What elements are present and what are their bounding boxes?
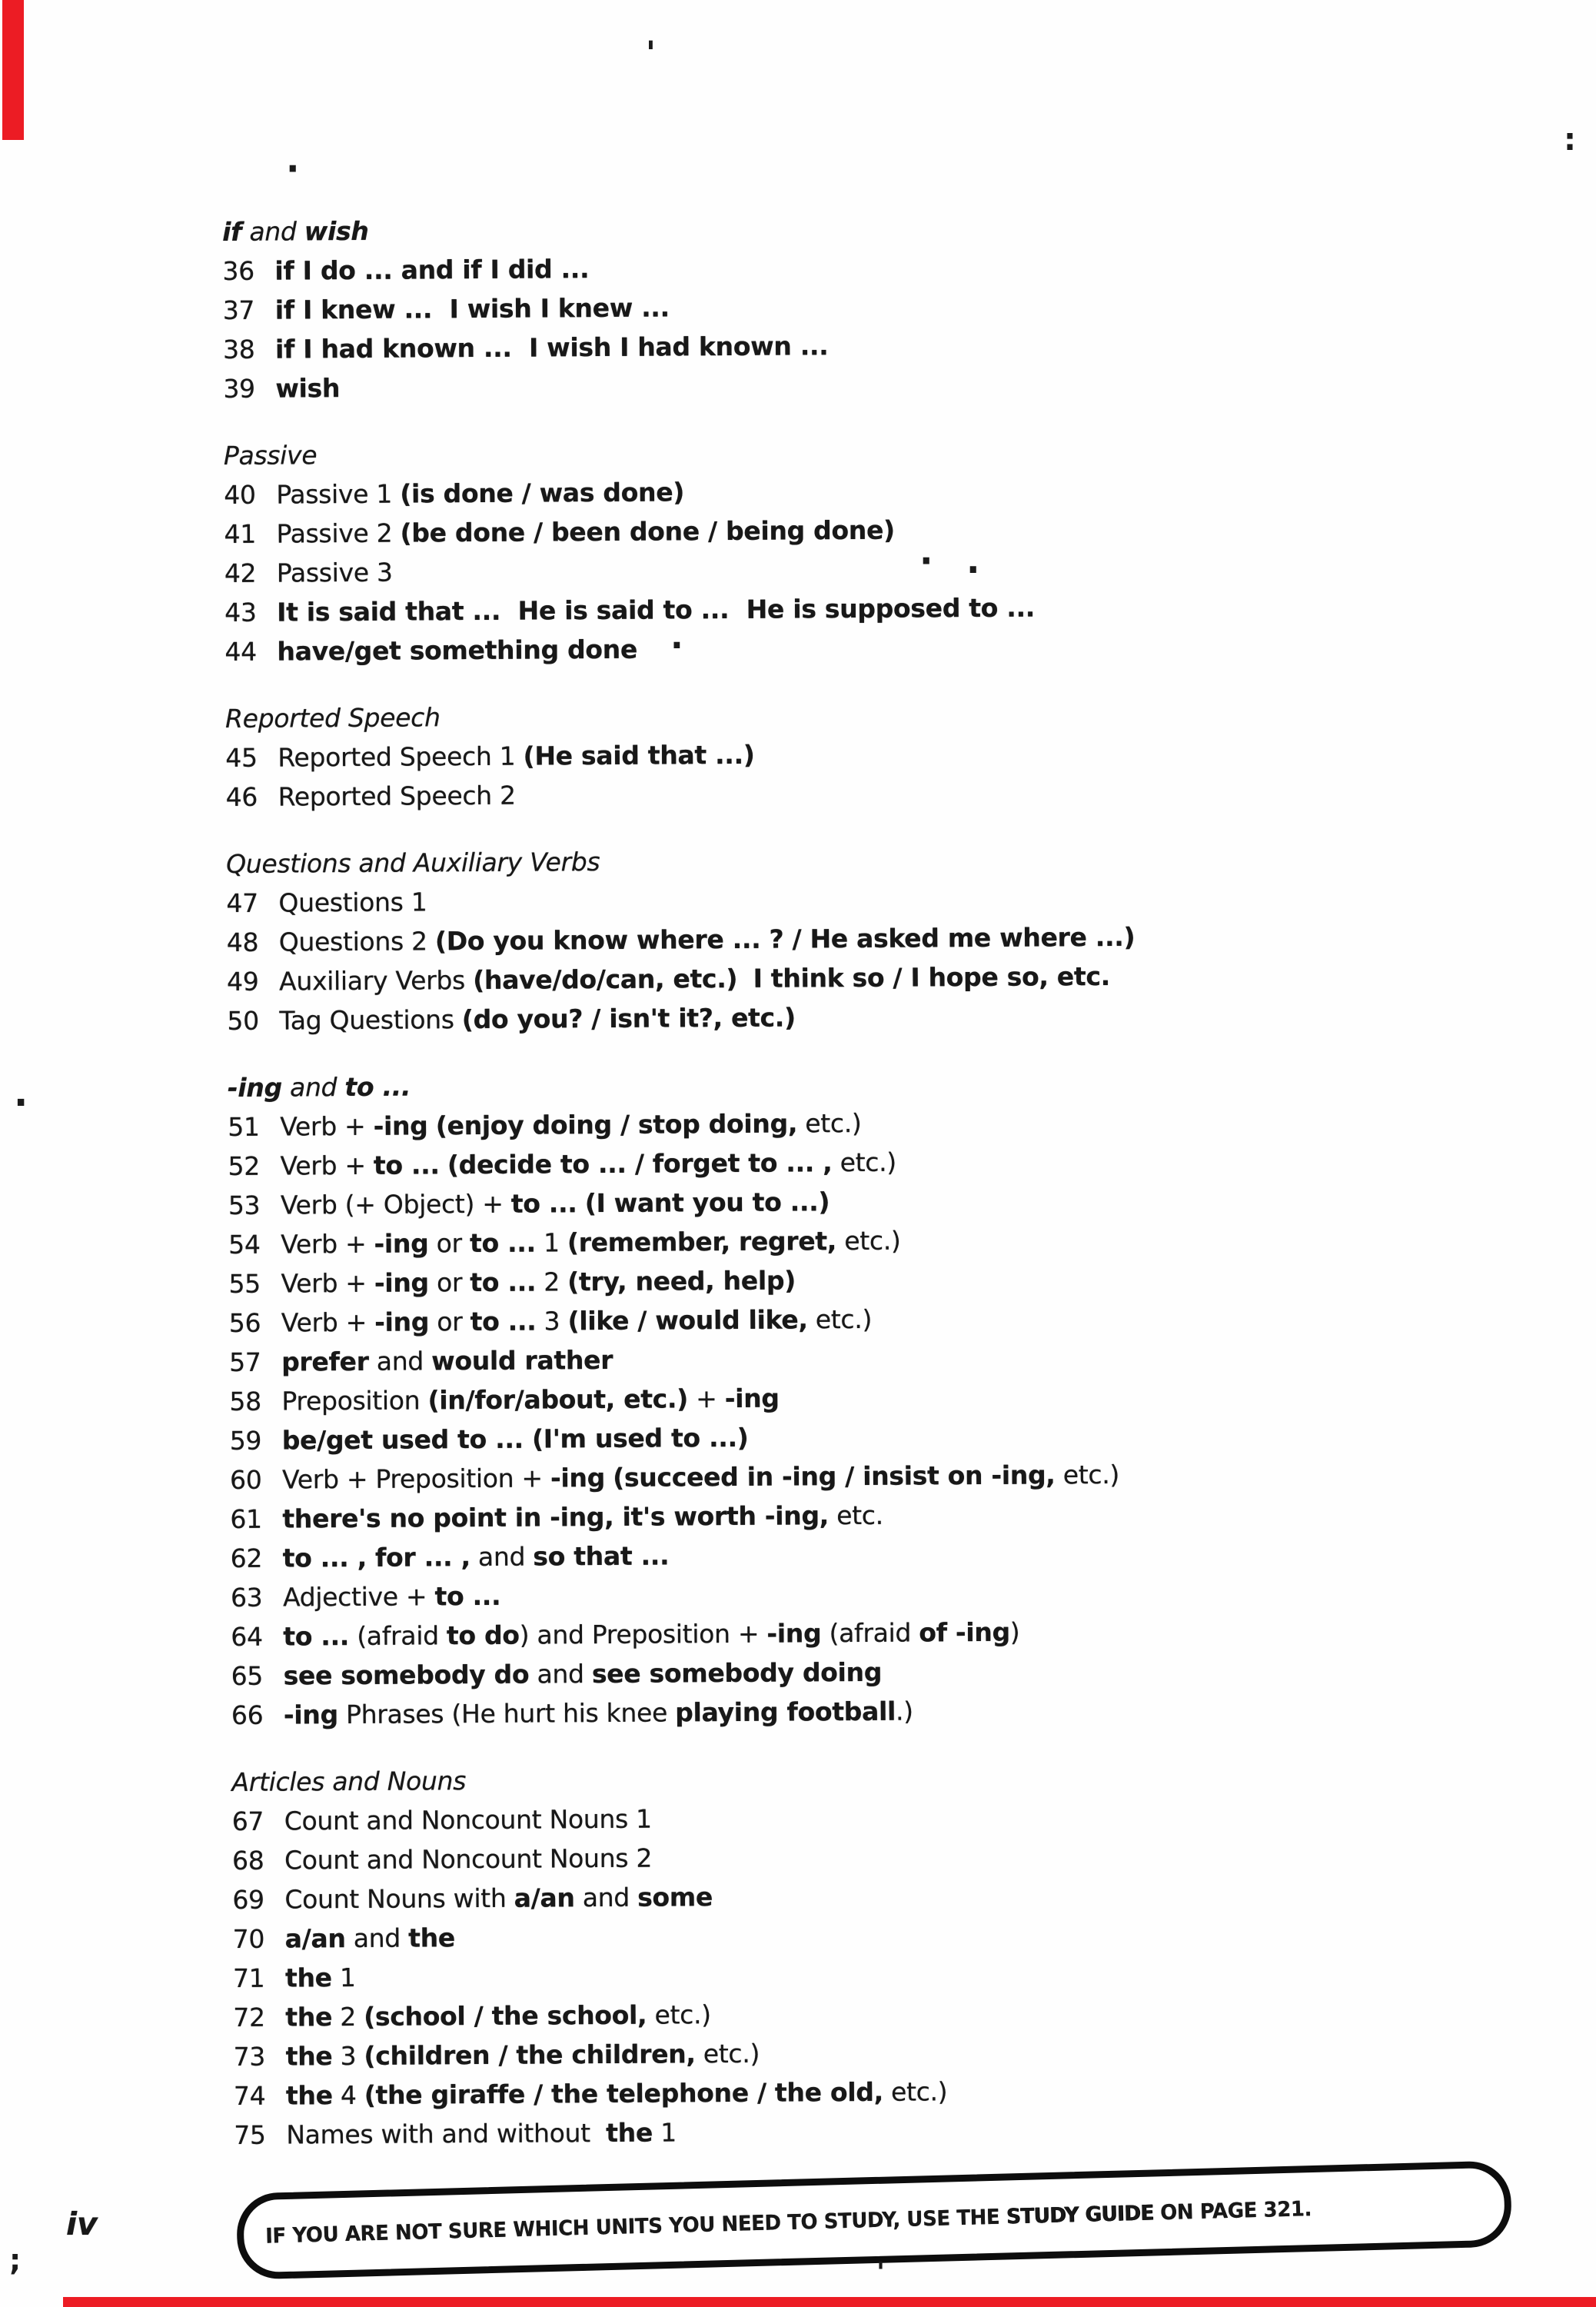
section-title: Articles and Nouns [231,1766,467,1797]
scan-speck: : [1564,122,1576,158]
unit-title: Names with and without the 1 [286,2117,677,2150]
unit-title: Verb (+ Object) + to ... (I want you to ...) [280,1187,830,1220]
section-title: -ing and to ... [227,1071,411,1103]
unit-number: 50 [227,1005,259,1036]
toc-item [232,1873,1385,1919]
unit-number: 64 [231,1621,263,1652]
toc-item [223,284,1376,330]
unit-number: 45 [225,742,258,773]
toc-item [234,2069,1387,2116]
unit-number: 68 [231,1845,264,1876]
toc-item [224,586,1378,632]
unit-number: 52 [228,1150,261,1181]
scan-speck: . [14,1072,28,1115]
unit-number: 75 [234,2119,266,2150]
section-title: Passive [223,440,318,471]
toc-item [225,771,1378,817]
toc-item [226,877,1379,923]
unit-number: 48 [226,927,259,957]
toc-item [223,362,1376,408]
toc-section [228,1061,1385,1735]
section-items [224,468,1378,671]
toc-item [230,1453,1383,1500]
toc-item [229,1336,1382,1382]
unit-title: prefer and would rather [281,1344,613,1377]
toc-item [232,1834,1385,1880]
toc-section [225,692,1379,817]
unit-title: Questions 1 [278,887,427,918]
toc-item [228,1257,1382,1303]
unit-number: 41 [224,518,257,549]
unit-title: Verb + -ing or to ... 2 (try, need, help) [281,1265,796,1299]
unit-title: the 3 (children / the children, etc.) [285,2038,760,2072]
unit-title: be/get used to ... (I'm used to ...) [281,1422,749,1456]
section-title: Reported Speech [224,702,441,734]
scan-speck: ' [876,2257,886,2289]
toc-item [228,1218,1382,1264]
unit-title: Passive 2 (be done / been done / being done) [276,514,895,549]
toc-item [227,955,1380,1001]
unit-title: Count Nouns with a/an and some [284,1882,713,1915]
toc-section [222,205,1377,408]
unit-title: if I had known ... I wish I had known ... [274,331,829,365]
toc-item [233,1913,1386,1959]
unit-title: Count and Noncount Nouns 1 [284,1803,652,1836]
unit-number: 71 [232,1962,265,1993]
unit-title: Passive 3 [276,557,393,588]
unit-number: 57 [229,1347,261,1377]
toc-item [229,1297,1382,1343]
unit-number: 59 [229,1425,262,1456]
unit-title: see somebody do and see somebody doing [283,1656,883,1691]
unit-title: the 2 (school / the school, etc.) [285,1999,711,2032]
toc-item [230,1414,1383,1460]
unit-number: 69 [232,1884,264,1915]
unit-title: -ing Phrases (He hurt his knee playing football.) [283,1696,913,1730]
unit-number: 53 [228,1190,261,1220]
unit-number: 40 [224,479,256,510]
toc-item [230,1493,1383,1539]
scan-red-edge-bottom [63,2297,1596,2307]
scan-speck: · [286,148,300,189]
unit-number: 65 [231,1660,264,1691]
unit-number: 56 [228,1307,261,1338]
unit-number: 43 [224,597,257,628]
toc-item [224,508,1377,554]
toc-item [225,731,1378,777]
unit-title: the 4 (the giraffe / the telephone / the old, etc.) [285,2076,948,2111]
section-title: if and wish [222,215,369,247]
unit-number: 74 [233,2080,266,2111]
unit-number: 36 [222,255,254,286]
unit-title: Preposition (in/for/about, etc.) + -ing [281,1383,780,1416]
toc-item [231,1610,1384,1656]
section-items [222,245,1376,408]
toc-section [224,429,1378,671]
unit-title: Passive 1 (is done / was done) [276,477,685,510]
unit-number: 67 [231,1806,264,1836]
unit-number: 46 [225,781,258,812]
unit-number: 73 [233,2041,266,2072]
toc-item [223,323,1376,369]
toc-item [233,1952,1386,1998]
unit-title: Verb + -ing or to ... 1 (remember, regret, etc.) [281,1225,901,1260]
unit-title: there's no point in -ing, it's worth -ing, etc. [282,1500,883,1534]
toc-item [222,245,1375,291]
toc-item [233,1991,1386,2037]
unit-number: 60 [229,1464,262,1495]
unit-title: the 1 [284,1962,356,1993]
unit-number: 49 [226,966,259,997]
toc-item [224,468,1377,514]
unit-number: 42 [224,558,257,588]
section-title: Questions and Auxiliary Verbs [226,847,600,879]
unit-title: Questions 2 (Do you know where ... ? / He asked me where ...) [278,921,1135,957]
unit-number: 58 [229,1386,261,1416]
unit-number: 51 [228,1111,260,1142]
unit-title: Verb + -ing (enjoy doing / stop doing, etc.) [280,1107,862,1142]
scan-speck: ; [9,2243,22,2277]
unit-number: 61 [230,1503,262,1534]
toc-item [229,1375,1382,1421]
unit-number: 63 [230,1582,263,1613]
unit-title: Verb + Preposition + -ing (succeed in -ing / insist on -ing, etc.) [281,1459,1120,1495]
toc-item [227,994,1380,1040]
study-guide-note: IF YOU ARE NOT SURE WHICH UNITS YOU NEED TO STUDY, USE THE STUDY GUIDE ON PAGE 321. [264,2196,1312,2249]
scan-speck: · [670,626,683,665]
unit-title: if I knew ... I wish I knew ... [274,292,670,325]
toc-item [231,1650,1384,1696]
unit-number: 39 [223,373,255,404]
unit-title: Reported Speech 2 [278,780,516,812]
toc-item [231,1532,1384,1578]
unit-number: 44 [224,636,258,667]
unit-title: to ... , for ... , and so that ... [282,1540,670,1573]
unit-title: if I do ... and if I did ... [274,254,590,286]
toc-section [231,1756,1387,2155]
toc-item [228,1100,1381,1147]
scan-red-edge-left [2,0,24,140]
toc-item [224,547,1378,593]
unit-number: 72 [233,2002,265,2032]
page-number: iv [66,2205,98,2242]
unit-title: have/get something done [277,634,638,667]
unit-number: 54 [228,1229,261,1260]
unit-title: to ... (afraid to do) and Preposition + -ing (afraid of -ing) [283,1616,1020,1652]
unit-number: 70 [232,1923,265,1954]
unit-title: wish [275,373,341,404]
toc-item [232,1795,1385,1841]
toc-item [228,1179,1382,1225]
unit-title: It is said that ... He is said to ... He is supposed to ... [277,592,1036,628]
unit-title: Reported Speech 1 (He said that ...) [278,739,755,773]
toc-section [226,837,1381,1040]
unit-number: 37 [222,295,255,325]
unit-title: a/an and the [284,1922,456,1954]
unit-title: Auxiliary Verbs (have/do/can, etc.) I think so / I hope so, etc. [278,960,1111,997]
toc-item [228,1140,1381,1186]
table-of-contents [222,205,1388,2182]
unit-title: Adjective + to ... [282,1580,501,1613]
toc-item [231,1571,1384,1617]
section-items [226,877,1380,1040]
unit-title: Verb + to ... (decide to ... / forget to ... , etc.) [280,1147,897,1181]
toc-item [227,916,1380,962]
scan-speck: . [966,540,980,581]
unit-number: 55 [228,1268,261,1299]
unit-number: 66 [231,1699,264,1730]
unit-title: Count and Noncount Nouns 2 [284,1843,653,1876]
unit-number: 38 [222,334,255,365]
section-items [232,1795,1388,2155]
toc-item [234,2109,1387,2155]
section-items [228,1100,1385,1735]
unit-number: 47 [226,887,259,918]
section-items [225,731,1379,817]
unit-title: Verb + -ing or to ... 3 (like / would like, etc.) [281,1303,873,1338]
scan-speck: · [919,540,933,581]
unit-number: 62 [230,1543,263,1573]
scan-speck: ' [646,34,656,72]
toc-item [224,625,1378,671]
unit-title: Tag Questions (do you? / isn't it?, etc.) [279,1002,796,1036]
toc-item [233,2030,1386,2076]
toc-item [231,1689,1385,1735]
